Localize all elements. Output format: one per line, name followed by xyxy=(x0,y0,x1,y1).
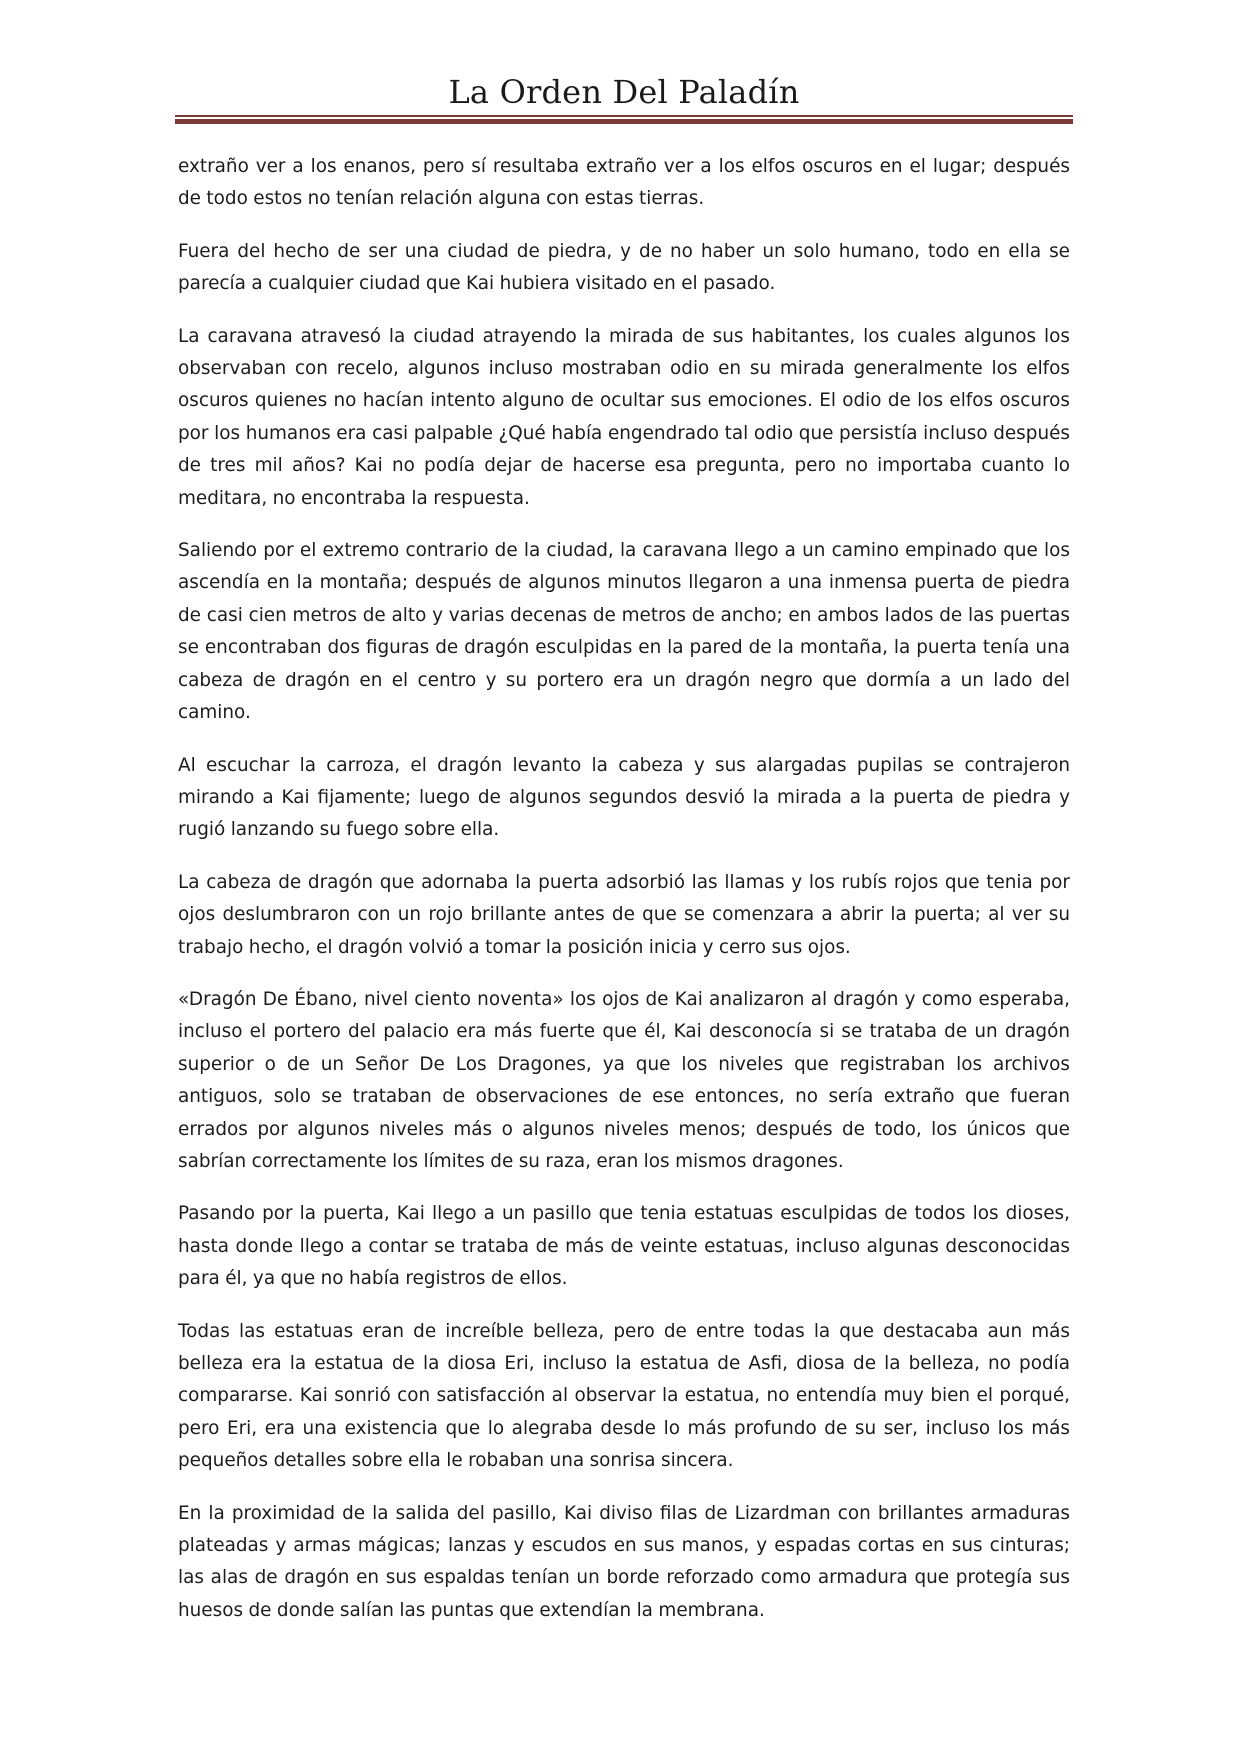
paragraph: La cabeza de dragón que adornaba la puerta adsorbió las llamas y los rubís rojos que tenia por ojos deslumbraron con un rojo brillante antes de que se comenzara a abrir la puerta; al ver su trabajo hecho, el dragón volvió a tomar la posición inicia y cerro sus ojos. xyxy=(178,871,1070,958)
body-text xyxy=(178,151,1070,1647)
paragraph: Al escuchar la carroza, el dragón levanto la cabeza y sus alargadas pupilas se contrajeron mirando a Kai fijamente; luego de algunos segundos desvió la mirada a la puerta de piedra y rugió lanzando su fuego sobre ella. xyxy=(178,754,1070,841)
header-divider xyxy=(175,115,1073,124)
paragraph: Pasando por la puerta, Kai llego a un pasillo que tenia estatuas esculpidas de todos los dioses, hasta donde llego a contar se trataba de más de veinte estatuas, incluso algunas desconocidas para él, ya que no había registros de ellos. xyxy=(178,1203,1070,1290)
paragraph: extraño ver a los enanos, pero sí resultaba extraño ver a los elfos oscuros en el lugar; después de todo estos no tenían relación alguna con estas tierras. xyxy=(178,156,1070,210)
header-title: La Orden Del Paladín xyxy=(448,73,800,111)
header-divider-thick-line xyxy=(175,119,1073,124)
paragraph: «Dragón De Ébano, nivel ciento noventa» los ojos de Kai analizaron al dragón y como esperaba, incluso el portero del palacio era más fuerte que él, Kai desconocía si se trataba de un dragón superior o de un Señor De Los Dragones, ya que los niveles que registraban los archivos antiguos, solo se trataban de observaciones de ese entonces, no sería extraño que fueran errados por algunos niveles más o algunos niveles menos; después de todo, los únicos que sabrían correctamente los límites de su raza, eran los mismos dragones. xyxy=(178,988,1070,1172)
paragraph: Saliendo por el extremo contrario de la ciudad, la caravana llego a un camino empinado que los ascendía en la montaña; después de algunos minutos llegaron a una inmensa puerta de piedra de casi cien metros de alto y varias decenas de metros de ancho; en ambos lados de las puertas se encontraban dos figuras de dragón esculpidas en la pared de la montaña, la puerta tenía una cabeza de dragón en el centro y su portero era un dragón negro que dormía a un lado del camino. xyxy=(178,540,1070,724)
page-header xyxy=(175,72,1073,112)
paragraph: En la proximidad de la salida del pasillo, Kai diviso filas de Lizardman con brillantes armaduras plateadas y armas mágicas; lanzas y escudos en sus manos, y espadas cortas en sus cinturas; las alas de dragón en sus espaldas tenían un borde reforzado como armadura que protegía sus huesos de donde salían las puntas que extendían la membrana. xyxy=(178,1502,1070,1621)
paragraph: Todas las estatuas eran de increíble belleza, pero de entre todas la que destacaba aun más belleza era la estatua de la diosa Eri, incluso la estatua de Asfi, diosa de la belleza, no podía compararse. Kai sonrió con satisfacción al observar la estatua, no entendía muy bien el porqué, pero Eri, era una existencia que lo alegraba desde lo más profundo de su ser, incluso los más pequeños detalles sobre ella le robaban una sonrisa sincera. xyxy=(178,1320,1070,1472)
paragraph: La caravana atravesó la ciudad atrayendo la mirada de sus habitantes, los cuales algunos los observaban con recelo, algunos incluso mostraban odio en su mirada generalmente los elfos oscuros quienes no hacían intento alguno de ocultar sus emociones. El odio de los elfos oscuros por los humanos era casi palpable ¿Qué había engendrado tal odio que persistía incluso después de tres mil años? Kai no podía dejar de hacerse esa pregunta, pero no importaba cuanto lo meditara, no encontraba la respuesta. xyxy=(178,325,1070,509)
paragraph: Fuera del hecho de ser una ciudad de piedra, y de no haber un solo humano, todo en ella se parecía a cualquier ciudad que Kai hubiera visitado en el pasado. xyxy=(178,240,1070,295)
